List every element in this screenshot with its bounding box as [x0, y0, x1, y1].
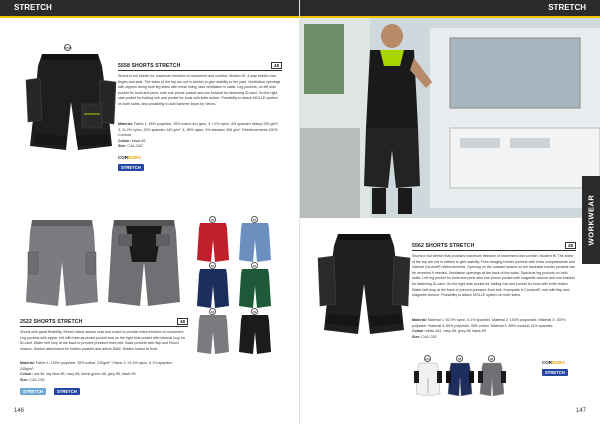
variant-shorts-98 — [478, 362, 506, 396]
shorts-2522-back-image — [104, 218, 184, 308]
size-5558: Size: C44–C62 — [118, 144, 143, 149]
swatch-shorts-66 — [238, 268, 272, 308]
size-2522: Size: C44–C62 — [20, 377, 45, 382]
shorts-5562-image — [316, 230, 412, 340]
title-row-2522 — [20, 318, 188, 327]
material-5558: Material: Fabric 1: 65% polyester, 35% cotton 4x1 gem, 4 + 2% nylon, 4% spandex ribstop 240 g/m², 3, 2x 2% nylon, 52% spandex 240 g/m², 4, 96% nylon, 4% elastane 206 g/m². Reinforcements 100% Cordura. — [118, 122, 279, 138]
swatch-shorts-99 — [238, 314, 272, 354]
description-5562: Shorts in full stretch that provides maximum freedom of movement and comfort. Modern fit. The sides of the top are not in stretch to give stability. Free-hanging holster pockets with extra compartments and internal Cordura® reinforcements. Opening on the outward seams on the backside holster pockets can be reversed if needed. Ventilation openings at the back of the waist. Spacious leg pockets on both sides. Left leg pocket for tools and pens also one phone pocket with magnetic closure and one bracket for fastening ID-card. On the right side pocket for folding rule and pocket for tools with knife button. Water belt loop at the back to prevent pressure from belt. Kneepads in Cordura®, one with flap and magnetic closure. Possibility to attach MOLLE system on both sides. — [412, 254, 576, 298]
variant-number-181: 181 — [425, 357, 431, 361]
title-row-5558 — [118, 62, 282, 71]
stretch-logo-5558: STRETCH — [118, 164, 144, 171]
workwear-side-tab: WORKWEAR — [582, 176, 600, 264]
label-logo-2522: STRETCH — [20, 388, 46, 395]
material-2522: Material: Fabric 1: 100% polyester, 35% cotton, 230g/m². Fabric 2: 91.9% nylon, 8.1% spandex, 245g/m². — [20, 361, 174, 371]
page-number-left: 146 — [14, 408, 25, 414]
swatch-number-35: 35 — [210, 218, 215, 222]
title-row-5562 — [412, 242, 576, 251]
swatch-shorts-35 — [196, 222, 230, 262]
page-number-right: 147 — [575, 408, 586, 414]
variant-shorts-181 — [414, 362, 442, 396]
page-ref-5562: 48 — [565, 242, 576, 249]
colour-5562: Colour: white-181, navy-58, grey-98, black-99 — [412, 329, 486, 334]
product-title-2522: 2522 SHORTS STRETCH — [20, 318, 83, 325]
description-2522: Shorts with great flexibility. Stretch fabric across seat and crotch to provide extra freedom of movement. Leg pockets with zipper, left with internal phone pocket and on the right side pocket with internal loop for ID-card. Water belt loop at the back to prevent pressure from belt. Back pockets with flap and Velcro closure. Hidden attachment for hidden pockets and article 8062. Hidden button at front. — [20, 330, 186, 351]
description-5558: Shorts in full stretch for maximum freedom of movement and comfort. Modern fit. 4-way stretch over thighs and seat. The sides of the top are not in stretch to give stability to the pant. Ventilation openings with zippers along both leg sides with mesh lining, also ventilation in waist. Leg pockets, on left side pocket for tools and pens, side one phone pocket and one bracket for fastening ID-card. On the right side pocket for folding rule and pocket for tools with knife button. Possibility to attach MOLLE system on both sides, also possibility to add hammer loops by Velcro. — [118, 74, 281, 106]
variant-number-98: 98 — [489, 357, 494, 361]
swatch-number-98: 98 — [210, 310, 215, 314]
spec-5558 — [118, 122, 282, 150]
product-title-5562: 5562 SHORTS STRETCH — [412, 242, 475, 249]
cordura-logo-5562: CORDURA — [542, 360, 565, 365]
variant-shorts-58 — [446, 362, 474, 396]
worker-van-photo — [300, 18, 600, 218]
left-header: STRETCH — [0, 0, 300, 16]
swatch-shorts-58 — [196, 268, 230, 308]
swatch-shorts-55 — [238, 222, 272, 262]
cordura-logo-5558: CORDURA — [118, 155, 141, 160]
page-ref-2522: 48 — [177, 318, 188, 325]
stretch-logo-5562: STRETCH — [542, 369, 568, 376]
spec-5562 — [412, 318, 576, 340]
size-5562: Size: C44–C62 — [412, 334, 437, 339]
shorts-5558-image — [22, 50, 118, 155]
stretch-logo-2522: STRETCH — [54, 388, 80, 395]
right-header: STRETCH — [300, 0, 600, 16]
page-ref-5558: 48 — [271, 62, 282, 69]
product-title-5558: 5558 SHORTS STRETCH — [118, 62, 181, 69]
product-badge-5558: 5558 — [65, 46, 72, 50]
right-page — [300, 0, 600, 424]
swatch-number-55: 55 — [252, 218, 257, 222]
material-5562: Material: Material 1: 92.9% nylon, 8.1% spandex. Material 2: 100% polyamide. Material 3: 100% polyester. Material 4: 65% polyester, 35% cotton. Material 5: 89% cordura, 11% spandex. — [412, 318, 566, 328]
colour-5558: Colour: black-99 — [118, 138, 146, 143]
variant-number-58: 58 — [457, 357, 462, 361]
swatch-number-99: 99 — [252, 310, 257, 314]
colour-2522: Colour: red-35, sky blue-55, navy-58, forest green-66, grey-98, black-99 — [20, 372, 136, 377]
swatch-number-58: 58 — [210, 264, 215, 268]
swatch-shorts-98 — [196, 314, 230, 354]
left-header-accent — [0, 16, 300, 18]
swatch-number-66: 66 — [252, 264, 257, 268]
shorts-2522-front-image — [22, 218, 102, 308]
spec-2522 — [20, 361, 188, 383]
